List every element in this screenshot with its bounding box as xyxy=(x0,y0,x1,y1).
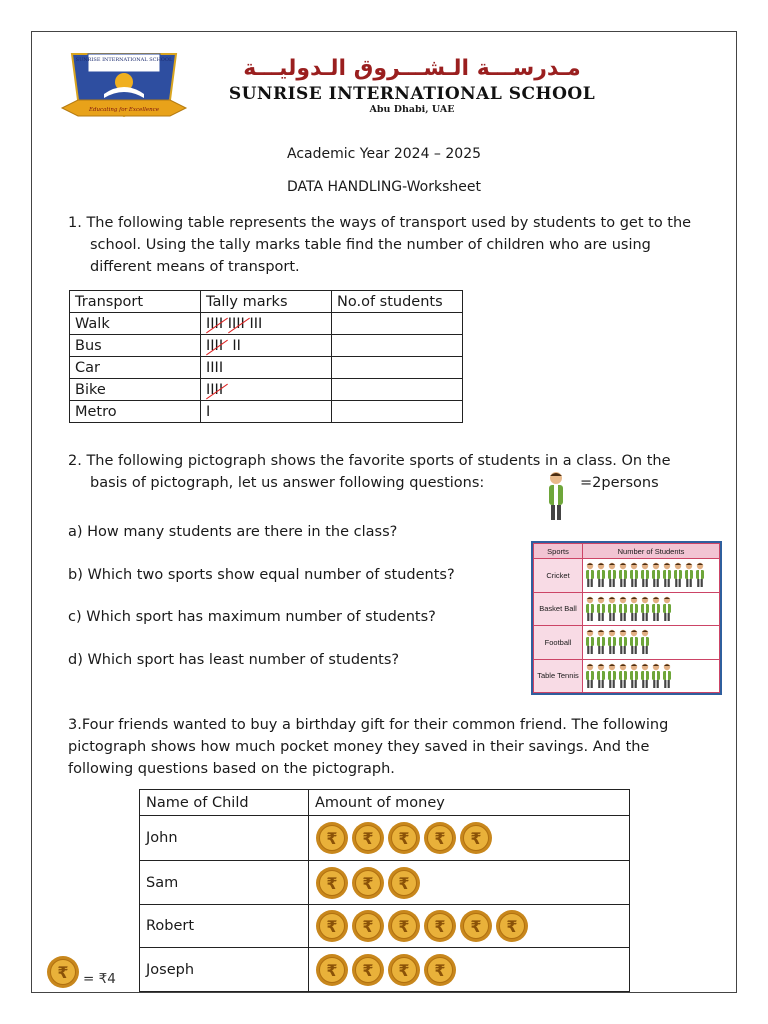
child-name: John xyxy=(140,816,309,861)
svg-text:₹: ₹ xyxy=(470,829,482,848)
academic-year: Academic Year 2024 – 2025 xyxy=(286,146,482,162)
transport-cell: Metro xyxy=(70,401,201,423)
transport-cell: Bus xyxy=(70,335,201,357)
svg-text:₹: ₹ xyxy=(362,917,374,936)
svg-text:₹: ₹ xyxy=(398,960,410,980)
person-figure xyxy=(695,562,705,588)
coin-icon xyxy=(351,821,385,855)
pictograph-header-sports: Sports xyxy=(534,544,583,559)
svg-text:₹: ₹ xyxy=(326,829,338,848)
coin-icon xyxy=(315,953,349,987)
sport-figures xyxy=(583,663,719,689)
tally-cell: I xyxy=(201,401,332,423)
person-figure xyxy=(607,562,617,588)
person-figure xyxy=(673,562,683,588)
person-figure xyxy=(607,663,617,689)
sport-label: Table Tennis xyxy=(534,659,583,693)
coin-icon xyxy=(423,909,457,943)
svg-text:₹: ₹ xyxy=(398,873,410,893)
header-tally: Tally marks xyxy=(201,291,332,313)
question-b: b) Which two sports show equal number of students? xyxy=(68,567,455,583)
coin-row xyxy=(315,953,623,987)
child-name: Robert xyxy=(140,905,309,948)
svg-text:₹: ₹ xyxy=(362,960,374,980)
transport-cell: Car xyxy=(70,357,201,379)
person-figure xyxy=(640,663,650,689)
svg-text:₹: ₹ xyxy=(362,873,374,893)
q3-line2: pictograph shows how much pocket money they saved in their savings. And the xyxy=(68,739,650,755)
person-figure xyxy=(629,596,639,622)
person-figure xyxy=(596,562,606,588)
person-figure xyxy=(596,663,606,689)
q3-line1: 3.Four friends wanted to buy a birthday gift for their common friend. The following xyxy=(68,717,669,733)
person-figure xyxy=(651,663,661,689)
person-figure xyxy=(684,562,694,588)
coin-icon xyxy=(351,866,385,900)
coin-icon xyxy=(423,821,457,855)
person-figure xyxy=(585,596,595,622)
students-cell[interactable] xyxy=(332,357,463,379)
person-figure xyxy=(618,663,628,689)
svg-text:₹: ₹ xyxy=(326,960,338,980)
logo-motto: Educating for Excellence xyxy=(88,107,160,113)
table-row xyxy=(140,861,630,905)
coin-icon xyxy=(459,821,493,855)
pictograph-header-count: Number of Students xyxy=(583,544,720,559)
person-figure xyxy=(640,562,650,588)
question-a: a) How many students are there in the class? xyxy=(68,524,398,540)
pictograph-key-label: =2persons xyxy=(580,475,659,491)
sport-figures xyxy=(583,596,719,622)
coin-icon xyxy=(46,955,80,989)
tally-cell: IIII II xyxy=(201,335,332,357)
transport-cell: Walk xyxy=(70,313,201,335)
coin-icon xyxy=(459,909,493,943)
person-key-icon xyxy=(546,471,566,523)
tally-cell: IIII xyxy=(201,357,332,379)
q1-line1: 1. The following table represents the ways of transport used by students to get to the xyxy=(68,215,692,231)
person-figure xyxy=(629,562,639,588)
sport-figures xyxy=(583,629,719,655)
table-row xyxy=(140,905,630,948)
q1-line3: different means of transport. xyxy=(90,259,300,275)
school-name: SUNRISE INTERNATIONAL SCHOOL xyxy=(228,84,596,104)
tally-table xyxy=(69,290,463,423)
coin-icon xyxy=(387,821,421,855)
coin-icon xyxy=(387,909,421,943)
child-name: Sam xyxy=(140,861,309,905)
person-figure xyxy=(640,596,650,622)
person-figure xyxy=(640,629,650,655)
table-row xyxy=(70,401,463,423)
person-figure xyxy=(662,663,672,689)
person-figure xyxy=(629,663,639,689)
coin-key xyxy=(46,955,116,989)
coin-row xyxy=(315,821,623,855)
coin-icon xyxy=(315,909,349,943)
coin-icon xyxy=(387,953,421,987)
coin-icon xyxy=(315,866,349,900)
coin-row xyxy=(315,909,623,943)
q2-line2: basis of pictograph, let us answer following questions: xyxy=(90,475,485,491)
person-figure xyxy=(585,629,595,655)
person-figure xyxy=(662,596,672,622)
tally-cell: IIII xyxy=(201,379,332,401)
q3-line3: following questions based on the pictograph. xyxy=(68,761,395,777)
person-figure xyxy=(618,562,628,588)
question-c: c) Which sport has maximum number of students? xyxy=(68,609,436,625)
header-child: Name of Child xyxy=(140,790,309,816)
sport-label: Basket Ball xyxy=(534,592,583,626)
school-name-arabic: مـدرســـة الـشـــروق الـدوليـــة xyxy=(243,56,581,81)
tally-cell: IIII IIII III xyxy=(201,313,332,335)
person-figure xyxy=(596,596,606,622)
svg-text:₹: ₹ xyxy=(326,873,338,893)
table-row xyxy=(70,357,463,379)
worksheet-title: DATA HANDLING-Worksheet xyxy=(287,179,481,195)
svg-text:₹: ₹ xyxy=(434,917,446,936)
coin-icon xyxy=(423,953,457,987)
school-location: Abu Dhabi, UAE xyxy=(369,104,455,115)
table-row xyxy=(70,313,463,335)
svg-text:₹: ₹ xyxy=(434,960,446,980)
coin-icon xyxy=(351,909,385,943)
person-figure xyxy=(618,596,628,622)
transport-cell: Bike xyxy=(70,379,201,401)
coin-icon xyxy=(315,821,349,855)
person-figure xyxy=(651,562,661,588)
table-row xyxy=(140,816,630,861)
svg-text:₹: ₹ xyxy=(398,917,410,936)
sport-figures xyxy=(583,562,719,588)
q2-line1: 2. The following pictograph shows the favorite sports of students in a class. On the xyxy=(68,453,671,469)
svg-text:₹: ₹ xyxy=(470,917,482,936)
child-name: Joseph xyxy=(140,948,309,992)
svg-text:₹: ₹ xyxy=(57,963,69,982)
svg-text:₹: ₹ xyxy=(326,917,338,936)
table-row xyxy=(70,379,463,401)
tally-header-row xyxy=(70,291,463,313)
svg-text:₹: ₹ xyxy=(398,829,410,848)
person-figure xyxy=(629,629,639,655)
svg-text:₹: ₹ xyxy=(506,917,518,936)
coin-icon xyxy=(495,909,529,943)
coin-row xyxy=(315,866,623,900)
person-figure xyxy=(607,596,617,622)
school-logo xyxy=(58,50,190,126)
person-figure xyxy=(607,629,617,655)
students-cell[interactable] xyxy=(332,313,463,335)
students-cell[interactable] xyxy=(332,335,463,357)
students-cell[interactable] xyxy=(332,379,463,401)
svg-text:₹: ₹ xyxy=(434,829,446,848)
table-row xyxy=(70,335,463,357)
person-figure xyxy=(585,663,595,689)
table-row xyxy=(140,948,630,992)
person-figure xyxy=(618,629,628,655)
svg-text:₹: ₹ xyxy=(362,829,374,848)
question-d: d) Which sport has least number of students? xyxy=(68,652,400,668)
svg-text:SUNRISE INTERNATIONAL SCHOOL: SUNRISE INTERNATIONAL SCHOOL xyxy=(75,57,173,63)
students-cell[interactable] xyxy=(332,401,463,423)
sport-label: Cricket xyxy=(534,559,583,593)
coin-icon xyxy=(387,866,421,900)
person-figure xyxy=(585,562,595,588)
header-money: Amount of money xyxy=(309,790,630,816)
header-transport: Transport xyxy=(70,291,201,313)
person-figure xyxy=(662,562,672,588)
coin-icon xyxy=(351,953,385,987)
person-figure xyxy=(651,596,661,622)
q1-line2: school. Using the tally marks table find the number of children who are using xyxy=(90,237,651,253)
coin-key-label: = ₹4 xyxy=(83,971,116,987)
person-figure xyxy=(596,629,606,655)
sport-label: Football xyxy=(534,626,583,660)
money-pictograph xyxy=(139,789,630,992)
header-students: No.of students xyxy=(332,291,463,313)
sports-pictograph xyxy=(531,541,722,695)
